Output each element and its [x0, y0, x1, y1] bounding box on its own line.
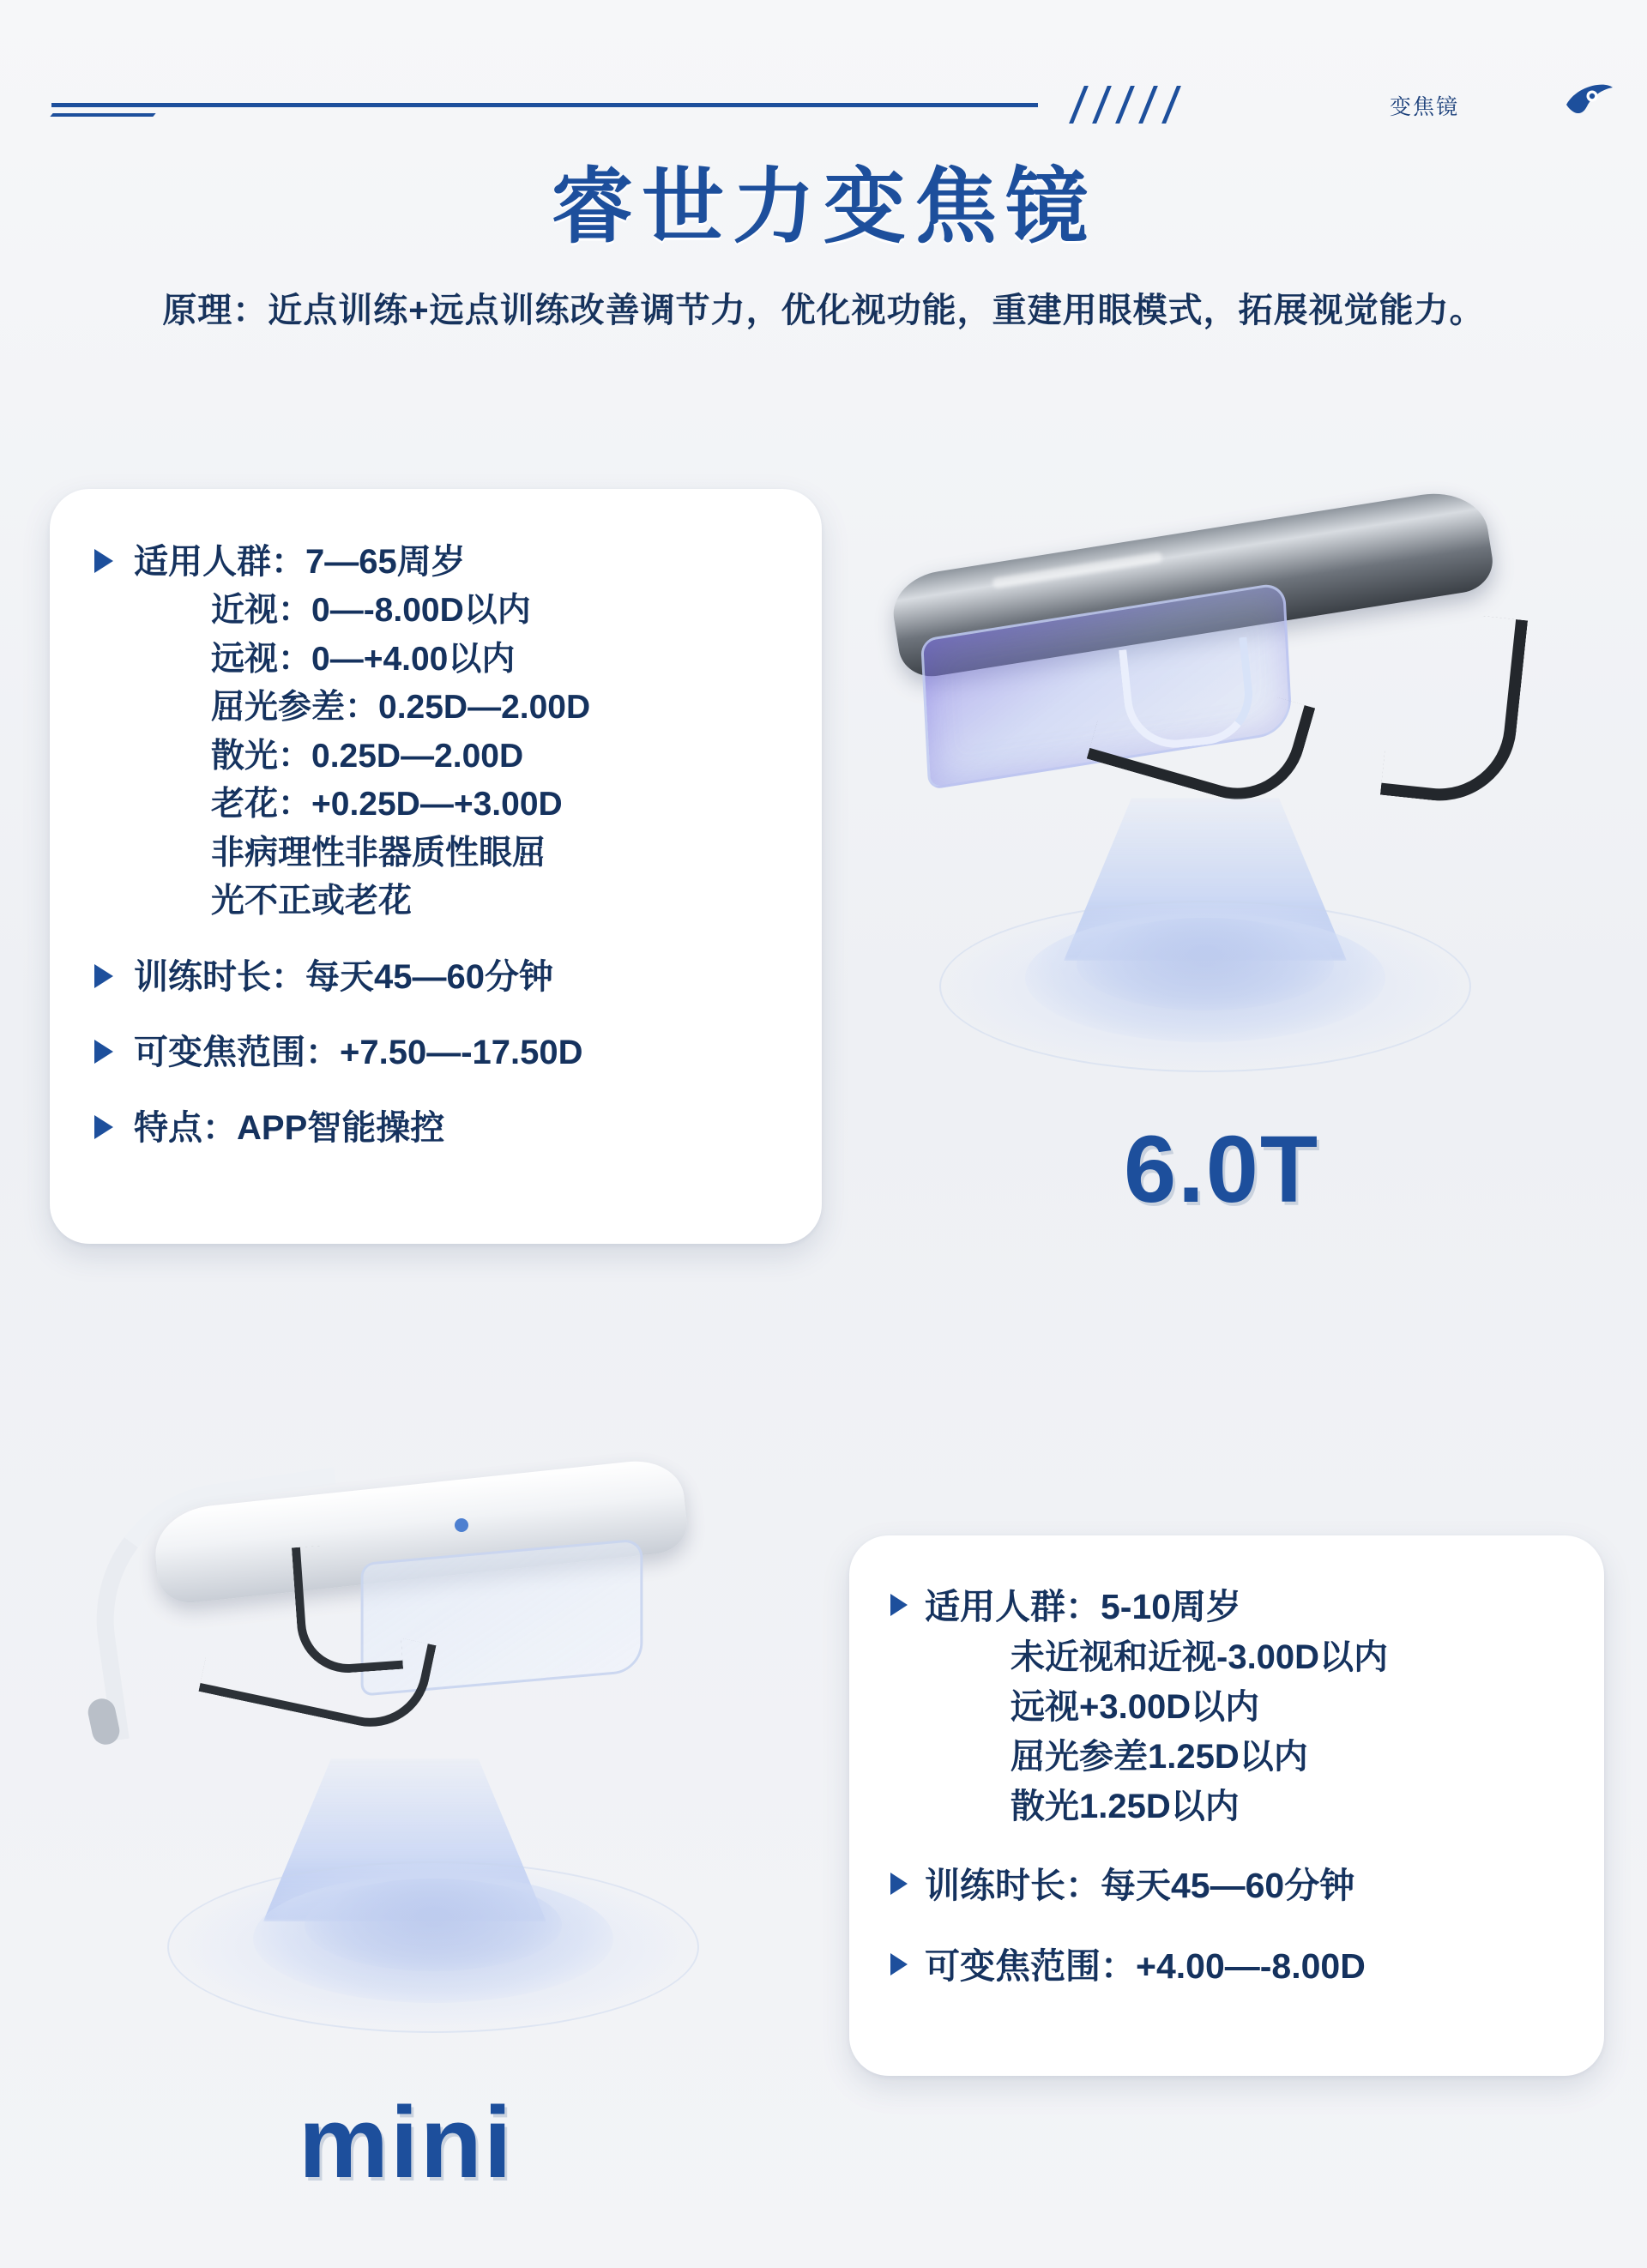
spec-line: 未近视和近视-3.00D以内	[1011, 1638, 1389, 1677]
spec-item	[94, 537, 781, 926]
spec-head: 训练时长：每天45—60分钟	[925, 1866, 1355, 1906]
spec-head: 适用人群：7—65周岁	[134, 543, 466, 581]
spec-card-mini	[849, 1535, 1604, 2076]
spec-line: 光不正或老花	[211, 883, 413, 920]
product-image-6-0t	[841, 515, 1570, 1115]
header-rule-accent	[50, 113, 155, 117]
page-title: 睿世力变焦镜	[551, 161, 1096, 253]
triangle-bullet-icon	[94, 1115, 113, 1139]
spec-line: 近视：0—-8.00D以内	[211, 592, 531, 629]
triangle-bullet-icon	[94, 549, 113, 573]
spec-head: 可变焦范围：+7.50—-17.50D	[134, 1033, 583, 1071]
model-label-6-0t: 6.0T	[1124, 1117, 1320, 1222]
spec-card-6-0t	[50, 489, 822, 1244]
spec-line: 散光：0.25D—2.00D	[211, 737, 524, 775]
spec-head: 特点：APP智能操控	[134, 1108, 445, 1147]
spec-line: 远视+3.00D以内	[1011, 1688, 1260, 1727]
glasses-indicator-dot	[455, 1518, 468, 1532]
spec-item	[890, 1941, 1565, 1992]
eye-logo-icon	[1563, 75, 1616, 129]
triangle-bullet-icon	[890, 1594, 908, 1616]
spec-line: 屈光参差：0.25D—2.00D	[211, 689, 591, 727]
spec-line: 散光1.25D以内	[1011, 1788, 1240, 1826]
triangle-bullet-icon	[890, 1873, 908, 1895]
header-slash-decoration	[1077, 86, 1173, 124]
header-corner-label: 变焦镜	[1390, 95, 1460, 119]
spec-item	[890, 1861, 1565, 1911]
spec-item	[94, 1103, 781, 1153]
triangle-bullet-icon	[94, 1040, 113, 1064]
podium-outer	[167, 1861, 699, 2033]
spec-line: 远视：0—+4.00以内	[211, 640, 516, 678]
triangle-bullet-icon	[890, 1953, 908, 1975]
spec-line: 老花：+0.25D—+3.00D	[211, 786, 563, 823]
spec-head: 训练时长：每天45—60分钟	[134, 957, 553, 996]
glasses-temple-right	[1380, 607, 1528, 808]
spec-head: 可变焦范围：+4.00—-8.00D	[925, 1945, 1366, 1986]
spec-item	[94, 1028, 781, 1077]
product-image-mini	[77, 1450, 789, 2076]
spec-line: 屈光参差1.25D以内	[1011, 1738, 1308, 1776]
triangle-bullet-icon	[94, 964, 113, 988]
spec-item	[94, 952, 781, 1002]
header-rule	[51, 103, 1038, 107]
page-subtitle: 原理：近点训练+远点训练改善调节力，优化视功能，重建用眼模式，拓展视觉能力。	[162, 292, 1485, 329]
podium-outer	[939, 901, 1471, 1072]
spec-item	[890, 1582, 1565, 1831]
spec-line: 非病理性非器质性眼屈	[211, 834, 546, 872]
spec-head: 适用人群：5-10周岁	[925, 1587, 1242, 1626]
model-label-mini: mini	[299, 2086, 514, 2199]
